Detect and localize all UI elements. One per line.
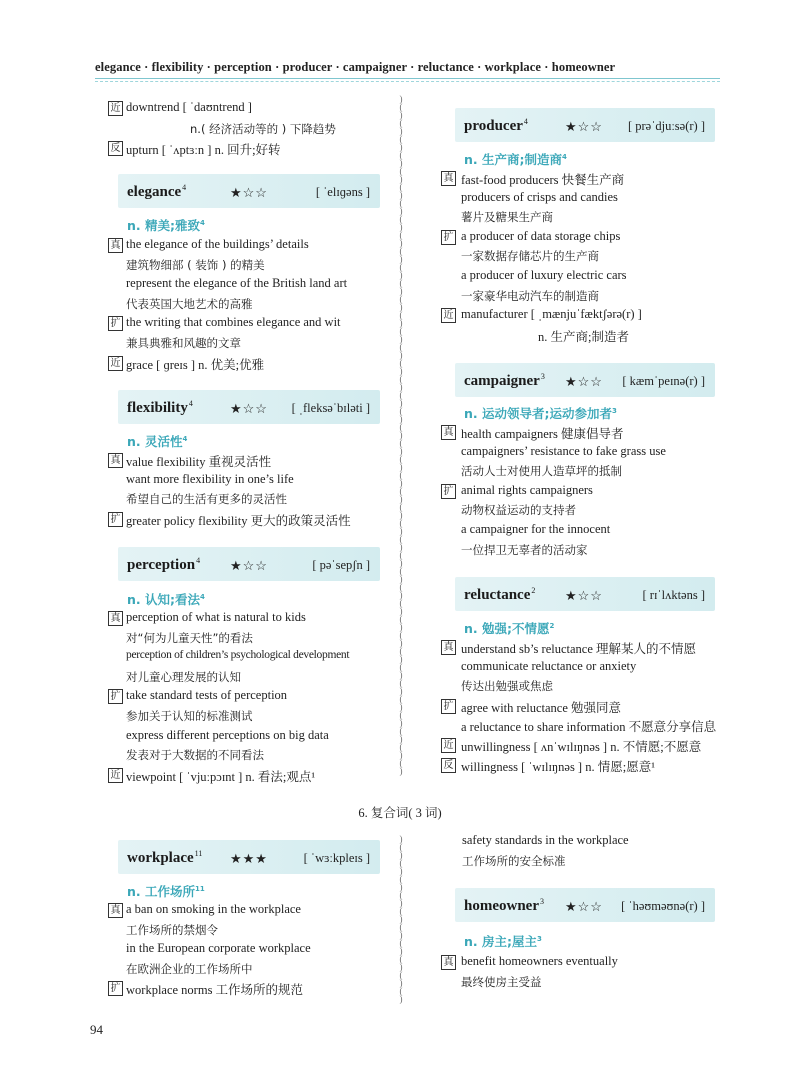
- headword-text: producer: [464, 118, 523, 134]
- example-line: producers of crisps and candies: [461, 189, 618, 204]
- part-of-speech: [464, 404, 617, 422]
- headword: [127, 556, 200, 574]
- example-line: 薯片及糖果生产商: [461, 210, 553, 225]
- header-rule: [95, 78, 720, 79]
- workplace-headword-bar: [118, 840, 380, 874]
- example-line: 兼具典雅和风趣的文章: [126, 336, 241, 350]
- example-line: viewpoint [ ˈvjuːpɔɪnt ] n. 看法;观点¹: [126, 769, 316, 784]
- flexibility-headword-bar: [118, 390, 380, 424]
- example-line: agree with reluctance 勉强同意: [461, 700, 622, 715]
- pronunciation: [ ˈwɜːkpleɪs ]: [303, 851, 370, 865]
- example-line: take standard tests of perception: [126, 688, 288, 703]
- example-line: understand sb’s reluctance 理解某人的不情愿: [461, 642, 697, 656]
- label-tag: 近: [108, 356, 123, 371]
- label-tag: 真: [108, 611, 123, 626]
- definition: n. 工作场所: [127, 884, 195, 899]
- example-line: 传达出勉强或焦虑: [461, 679, 553, 694]
- example-line: fast-food producers 快餐生产商: [461, 173, 625, 187]
- frequency-count: 4: [196, 556, 201, 565]
- example-line: a producer of luxury electric cars: [461, 268, 627, 282]
- label-tag: 真: [108, 903, 123, 918]
- headword: [127, 183, 186, 201]
- example-line: 一家豪华电动汽车的制造商: [461, 288, 599, 303]
- headword: [127, 849, 202, 867]
- star-rating: ★☆☆: [565, 374, 603, 389]
- reluctance-headword-bar: [455, 577, 715, 611]
- example-line: a reluctance to share information 不愿意分享信息: [461, 720, 717, 735]
- definition: n. 生产商;制造商: [464, 152, 562, 167]
- definition-frequency: 3: [537, 934, 542, 943]
- definition: n. 灵活性: [127, 434, 183, 449]
- headword-text: perception: [127, 557, 196, 573]
- pronunciation: [ kæmˈpeɪnə(r) ]: [622, 374, 705, 388]
- frequency-count: 2: [531, 586, 536, 595]
- example-line: express different perceptions on big data: [126, 727, 329, 742]
- running-header: elegance · flexibility · perception · producer · campaigner · reluctance · workplace · homeowner: [95, 60, 616, 74]
- campaigner-headword-bar: [455, 363, 715, 397]
- pronunciation: [ ˌfleksəˈbɪləti ]: [291, 401, 370, 415]
- example-line: n. 生产商;制造者: [538, 329, 629, 344]
- frequency-count: 4: [188, 399, 193, 408]
- part-of-speech: [127, 590, 205, 608]
- example-line: willingness [ ˈwɪlɪŋnəs ] n. 情愿;愿意¹: [461, 759, 655, 774]
- headword: [464, 372, 545, 390]
- entry-line: upturn [ ˈʌptɜːn ] n. 回升;好转: [126, 143, 281, 157]
- example-line: greater policy flexibility 更大的政策灵活性: [126, 513, 351, 528]
- headword: [127, 399, 193, 417]
- part-of-speech: [127, 432, 187, 450]
- headword-text: elegance: [127, 184, 182, 200]
- frequency-count: 11: [194, 849, 203, 858]
- label-tag: 真: [108, 453, 123, 468]
- pronunciation: [ rɪˈlʌktəns ]: [642, 588, 705, 602]
- example-line: communicate reluctance or anxiety: [461, 658, 637, 673]
- example-line: workplace norms 工作场所的规范: [126, 983, 304, 998]
- example-line: value flexibility 重视灵活性: [126, 455, 272, 469]
- headword: [464, 117, 528, 135]
- example-line: a ban on smoking in the workplace: [126, 902, 301, 916]
- star-rating: ★☆☆: [230, 558, 268, 573]
- label-tag: 真: [441, 640, 456, 655]
- star-rating: ★☆☆: [565, 899, 603, 914]
- example-line: 对儿童心理发展的认知: [126, 669, 241, 684]
- entry-line: n.( 经济活动等的 ) 下降趋势: [190, 122, 336, 136]
- headword: [464, 897, 544, 915]
- headword-text: reluctance: [464, 587, 531, 603]
- part-of-speech: [127, 882, 205, 900]
- part-of-speech: [464, 932, 542, 950]
- label-tag: 近: [441, 738, 456, 753]
- label-tag: 扩: [108, 512, 123, 527]
- tag-antonym: 反: [108, 141, 123, 156]
- example-line: the elegance of the buildings’ details: [126, 237, 309, 251]
- headword-text: campaigner: [464, 373, 540, 389]
- label-tag: 扩: [108, 316, 123, 331]
- frequency-count: 4: [182, 183, 187, 192]
- pronunciation: [ ˈhəʊməʊnə(r) ]: [621, 899, 705, 913]
- definition-frequency: 11: [195, 884, 205, 893]
- example-line: unwillingness [ ʌnˈwɪlɪŋnəs ] n. 不情愿;不愿意: [461, 740, 702, 754]
- headword-text: homeowner: [464, 898, 539, 914]
- definition-frequency: 4: [200, 592, 205, 601]
- column-separator: ) ( ) ( ) ( ) ( ) ( ) ( ) ( ) ( ) ( ) ( ): [399, 835, 403, 1004]
- definition: n. 勉强;不情愿: [464, 621, 550, 636]
- definition: n. 运动领导者;运动参加者: [464, 406, 612, 421]
- label-tag: 反: [441, 758, 456, 773]
- example-line: represent the elegance of the British land art: [126, 276, 348, 291]
- label-tag: 扩: [108, 981, 123, 996]
- example-line: 希望自己的生活有更多的灵活性: [126, 492, 287, 507]
- label-tag: 真: [108, 238, 123, 253]
- headword-text: flexibility: [127, 400, 188, 416]
- star-rating: ★☆☆: [230, 401, 268, 416]
- definition: n. 认知;看法: [127, 592, 200, 607]
- label-tag: 近: [108, 768, 123, 783]
- entry-line: 工作场所的安全标准: [462, 854, 566, 868]
- example-line: want more flexibility in one’s life: [126, 471, 294, 486]
- page-number: 94: [90, 1022, 103, 1037]
- example-line: perception of children’s psychological development: [126, 649, 350, 662]
- headword: [464, 586, 535, 604]
- pronunciation: [ ˈelɪɡəns ]: [315, 185, 370, 199]
- example-line: perception of what is natural to kids: [126, 610, 306, 624]
- part-of-speech: [464, 150, 567, 168]
- example-line: campaigners’ resistance to fake grass use: [461, 443, 666, 458]
- entry-line: safety standards in the workplace: [462, 833, 629, 847]
- example-line: 代表英国大地艺术的高雅: [126, 296, 253, 311]
- definition-frequency: 4: [182, 434, 188, 443]
- example-line: manufacturer [ ˌmænjuˈfæktʃərə(r) ]: [461, 307, 642, 322]
- definition-frequency: 4: [562, 152, 567, 161]
- label-tag: 真: [441, 171, 456, 186]
- example-line: in the European corporate workplace: [126, 941, 311, 956]
- example-line: 最终使房主受益: [461, 974, 542, 989]
- example-line: 一位捍卫无辜者的活动家: [461, 542, 588, 557]
- section-title: 6. 复合词( 3 词): [358, 806, 442, 820]
- definition-frequency: 2: [549, 621, 555, 630]
- headword-text: workplace: [127, 850, 194, 866]
- star-rating: ★★★: [230, 851, 268, 866]
- pronunciation: [ pəˈsepʃn ]: [312, 558, 370, 572]
- perception-headword-bar: [118, 547, 380, 581]
- example-line: the writing that combines elegance and wit: [126, 315, 341, 330]
- example-line: 一家数据存储芯片的生产商: [461, 249, 599, 264]
- part-of-speech: [464, 619, 554, 637]
- pronunciation: [ prəˈdjuːsə(r) ]: [627, 119, 705, 133]
- example-line: 活动人士对使用人造草坪的抵制: [461, 464, 622, 479]
- label-tag: 扩: [441, 230, 456, 245]
- example-line: 建筑物细部 ( 装饰 ) 的精美: [126, 257, 265, 272]
- label-tag: 真: [441, 425, 456, 440]
- example-line: 发表对于大数据的不同看法: [126, 748, 264, 763]
- star-rating: ★☆☆: [565, 119, 603, 134]
- definition-frequency: 4: [200, 218, 205, 227]
- label-tag: 扩: [441, 699, 456, 714]
- example-line: 对“何为儿童天性”的看法: [126, 630, 253, 645]
- example-line: 动物权益运动的支持者: [461, 503, 576, 518]
- homeowner-headword-bar: [455, 888, 715, 922]
- example-line: animal rights campaigners: [461, 482, 593, 497]
- column-separator: ) ( ) ( ) ( ) ( ) ( ) ( ) ( ) ( ) ( ) ( ) ( ) ( ) ( ) ( ) ( ) ( ) ( ) ( ) ( ) ( ) ( ) ( ) ( ) ( ) ( ) ( ) ( ) ( ) ( ) ( ) ( ) ( ) ( ) ( ) ( ) ( ) ( ) ( ) ( ) ( ) ( ) ( ): [399, 95, 403, 776]
- frequency-count: 3: [540, 372, 545, 381]
- definition: n. 房主;屋主: [464, 934, 537, 949]
- elegance-headword-bar: [118, 174, 380, 208]
- label-tag: 近: [441, 308, 456, 323]
- example-line: 在欧洲企业的工作场所中: [126, 961, 253, 976]
- frequency-count: 4: [523, 117, 528, 126]
- example-line: grace [ ɡreɪs ] n. 优美;优雅: [126, 357, 265, 372]
- example-line: benefit homeowners eventually: [461, 954, 618, 968]
- label-tag: 扩: [441, 484, 456, 499]
- label-tag: 扩: [108, 689, 123, 704]
- header-rule-2: [95, 81, 720, 82]
- frequency-count: 3: [540, 897, 544, 906]
- example-line: health campaigners 健康倡导者: [461, 427, 624, 441]
- example-line: 工作场所的禁烟令: [126, 922, 218, 937]
- example-line: a producer of data storage chips: [461, 228, 621, 243]
- example-line: a campaigner for the innocent: [461, 522, 611, 536]
- star-rating: ★☆☆: [230, 185, 268, 200]
- part-of-speech: [127, 216, 205, 234]
- star-rating: ★☆☆: [565, 588, 603, 603]
- definition: n. 精美;雅致: [127, 218, 200, 233]
- producer-headword-bar: [455, 108, 715, 142]
- definition-frequency: 3: [612, 406, 617, 415]
- entry-line: downtrend [ ˈdaʊntrend ]: [126, 100, 252, 114]
- example-line: 参加关于认知的标准测试: [126, 709, 253, 723]
- tag-synonym: 近: [108, 101, 123, 116]
- label-tag: 真: [441, 955, 456, 970]
